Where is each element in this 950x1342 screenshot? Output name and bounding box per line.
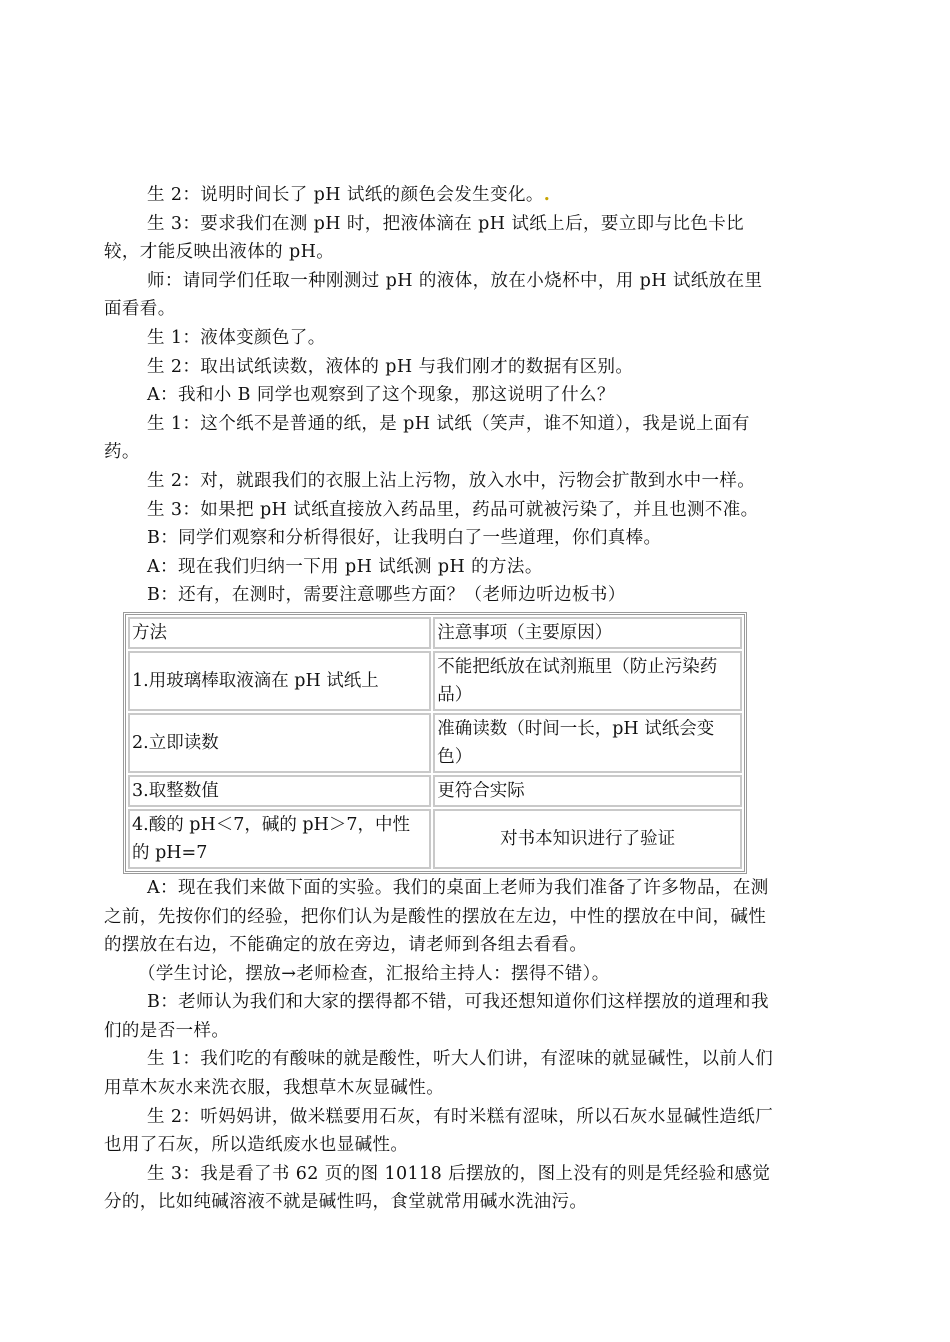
table-header-row — [128, 617, 742, 649]
method-table — [123, 612, 747, 874]
table-header-cell: 注意事项（主要原因） — [433, 617, 742, 649]
paragraph: 生 2：取出试纸读数，液体的 pH 与我们刚才的数据有区别。 — [147, 356, 634, 377]
paragraph: 生 2：说明时间长了 pH 试纸的颜色会发生变化。. — [147, 185, 551, 205]
table-row — [128, 809, 742, 869]
table-cell: 不能把纸放在试剂瓶里（防止污染药品） — [433, 651, 742, 711]
table-row — [128, 713, 742, 773]
paragraph: 生 3：我是看了书 62 页的图 10118 后摆放的，图上没有的则是凭经验和感觉分的，比如纯碱溶液不就是碱性吗，食堂就常用碱水洗油污。 — [104, 1163, 771, 1213]
table-row — [128, 775, 742, 807]
paragraph: 生 2：对，就跟我们的衣服上沾上污物，放入水中，污物会扩散到水中一样。 — [147, 470, 756, 491]
table-header-cell: 方法 — [128, 617, 431, 649]
paragraph: B：还有，在测时，需要注意哪些方面？（老师边听边板书） — [147, 585, 626, 606]
table-cell: 对书本知识进行了验证 — [433, 809, 742, 869]
paragraph: B：老师认为我们和大家的摆得都不错，可我还想知道你们这样摆放的道理和我们的是否一样。 — [104, 992, 769, 1041]
stray-mark: . — [543, 185, 551, 205]
table-cell: 2.立即读数 — [128, 713, 431, 773]
paragraph: 生 3：如果把 pH 试纸直接放入药品里，药品可就被污染了，并且也测不准。 — [147, 499, 759, 520]
table-cell: 4.酸的 pH＜7，碱的 pH＞7，中性的 pH=7 — [128, 809, 431, 869]
table-cell: 1.用玻璃棒取液滴在 pH 试纸上 — [128, 651, 431, 711]
paragraph: A：我和小 B 同学也观察到了这个现象，那这说明了什么？ — [147, 385, 615, 406]
table-cell: 3.取整数值 — [128, 775, 431, 807]
paragraph: 生 1：液体变颜色了。 — [147, 327, 326, 348]
document-page — [104, 181, 776, 1217]
paragraph: 生 2：听妈妈讲，做米糕要用石灰，有时米糕有涩味，所以石灰水显碱性造纸厂也用了石灰，所以造纸废水也显碱性。 — [104, 1106, 774, 1156]
table-row — [128, 651, 742, 711]
paragraph: A：现在我们归纳一下用 pH 试纸测 pH 的方法。 — [147, 556, 543, 577]
paragraph: B：同学们观察和分析得很好，让我明白了一些道理，你们真棒。 — [147, 528, 662, 549]
paragraph: 生 3：要求我们在测 pH 时，把液体滴在 pH 试纸上后，要立即与比色卡比较，才能反映出液体的 pH。 — [104, 213, 745, 263]
paragraph: A：现在我们来做下面的实验。我们的桌面上老师为我们准备了许多物品，在测之前，先按你们的经验，把你们认为是酸性的摆放在左边，中性的摆放在中间，碱性的摆放在右边，不能确定的放在旁边，请老师到各组去看看。 — [104, 877, 769, 956]
paragraph: 师：请同学们任取一种刚测过 pH 的液体，放在小烧杯中，用 pH 试纸放在里面看看。 — [104, 270, 763, 320]
paragraph: （学生讨论，摆放→老师检查，汇报给主持人：摆得不错）。 — [138, 963, 610, 984]
table-cell: 更符合实际 — [433, 775, 742, 807]
paragraph: 生 1：这个纸不是普通的纸，是 pH 试纸（笑声，谁不知道），我是说上面有药。 — [104, 413, 750, 463]
table-cell: 准确读数（时间一长，pH 试纸会变色） — [433, 713, 742, 773]
paragraph: 生 1：我们吃的有酸味的就是酸性，听大人们讲，有涩味的就显碱性，以前人们用草木灰水来洗衣服，我想草木灰显碱性。 — [104, 1049, 774, 1099]
